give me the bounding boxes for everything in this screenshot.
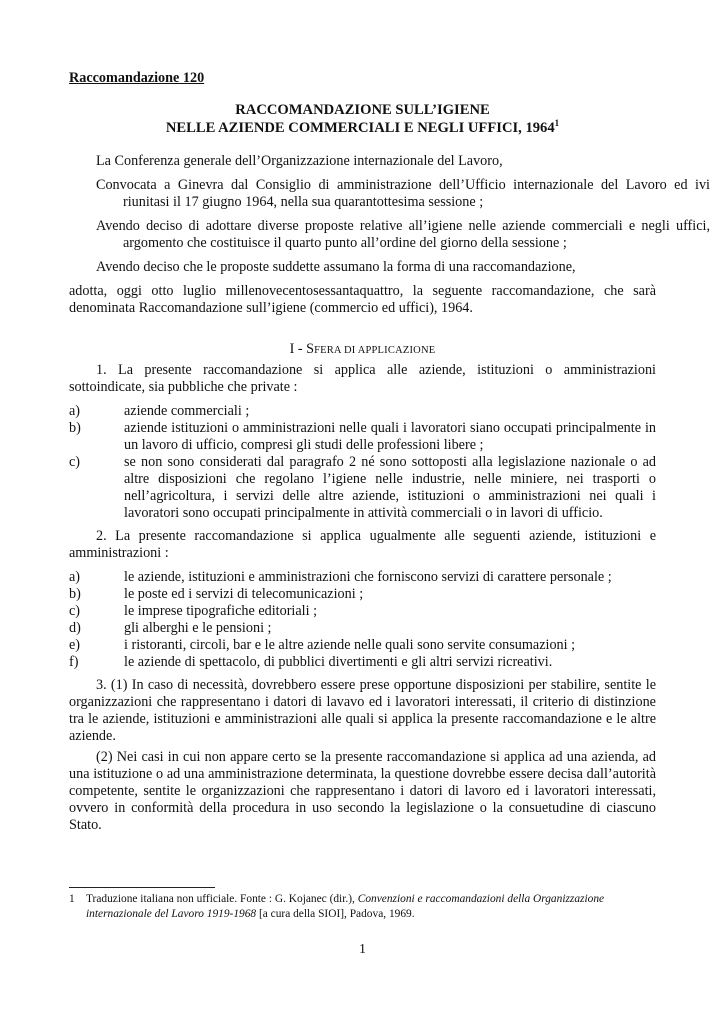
- list-item-letter: a): [69, 403, 81, 419]
- list-item: [69, 403, 656, 420]
- list-item-letter: c): [69, 603, 81, 619]
- list-2: [69, 569, 656, 671]
- list-item-text: le imprese tipografiche editoriali ;: [124, 603, 318, 619]
- list-item-letter: f): [69, 654, 79, 670]
- footnote-text-italic: Convenzioni e raccomandazioni della Organizzazione internazionale del Lavoro 1919-1968: [86, 893, 605, 920]
- list-item: [69, 637, 656, 654]
- list-item: [69, 569, 656, 586]
- paragraph-1: 1. La presente raccomandazione si applica alle aziende, istituzioni o amministrazioni sottoindicate, sia pubbliche che private :: [69, 362, 656, 395]
- section-heading-roman: I - S: [289, 341, 315, 357]
- footnote: [69, 892, 656, 922]
- footnote-text-a: Traduzione italiana non ufficiale. Fonte : G. Kojanec (dir.),: [86, 893, 358, 905]
- list-1: [69, 403, 656, 522]
- list-item: [69, 620, 656, 637]
- list-item-letter: a): [69, 569, 81, 585]
- preamble-conference: La Conferenza generale dell’Organizzazione internazionale del Lavoro,: [96, 153, 503, 169]
- title-line-1: RACCOMANDAZIONE SULL’IGIENE: [235, 102, 490, 118]
- page-number: 1: [359, 942, 366, 957]
- list-item-letter: b): [69, 586, 81, 602]
- list-item-text: aziende istituzioni o amministrazioni nelle quali i lavoratori siano occupati principalmente in un lavoro di ufficio, compresi gli studi delle professioni libere ;: [124, 420, 656, 453]
- paragraph-3-2: (2) Nei casi in cui non appare certo se la presente raccomandazione si applica ad una azienda, ad una istituzione o ad una amministrazione determinata, la questione dovrebbe essere decisa dall’autorità competente, sentite le organizzazioni che rappresentano i datori di lavoro ed i lavoratori interessati, ovvero in conformità della procedura in uso secondo la legislazione o la consuetudine di ciascuno Stato.: [69, 749, 656, 833]
- list-item-text: se non sono considerati dal paragrafo 2 né sono sottoposti alla legislazione nazionale o ad altre disposizioni che regolano l’igiene nelle industrie, nelle miniere, nei trasporti o nell’agricoltura, i servizi delle altre aziende, istituzioni o amministrazioni nei quali i lavoratori sono occupati principalmente in attività commerciali o in lavori di ufficio.: [124, 454, 656, 521]
- preamble-decided-proposals: Avendo deciso di adottare diverse proposte relative all’igiene nelle aziende commerciali e negli uffici, argomento che costituisce il quarto punto all’ordine del giorno della sessione ;: [96, 218, 710, 251]
- list-item-text: le aziende, istituzioni e amministrazioni che forniscono servizi di carattere personale ;: [124, 569, 612, 585]
- title-line-2-text: NELLE AZIENDE COMMERCIALI E NEGLI UFFICI, 1964: [165, 120, 555, 136]
- list-item: [69, 654, 656, 671]
- preamble-decided-form: Avendo deciso che le proposte suddette assumano la forma di una raccomandazione,: [96, 259, 576, 275]
- list-item-letter: c): [69, 454, 81, 470]
- list-item-text: gli alberghi e le pensioni ;: [124, 620, 272, 636]
- list-item-letter: e): [69, 637, 81, 653]
- list-item-letter: b): [69, 420, 81, 436]
- list-item-text: i ristoranti, circoli, bar e le altre aziende nelle quali sono servite consumazioni ;: [124, 637, 576, 653]
- list-item-text: le aziende di spettacolo, di pubblici divertimenti e gli altri servizi ricreativi.: [124, 654, 553, 670]
- recommendation-label: Raccomandazione 120: [69, 70, 205, 86]
- list-item: [69, 603, 656, 620]
- list-item-text: le poste ed i servizi di telecomunicazioni ;: [124, 586, 364, 602]
- section-heading-rest: FERA DI APPLICAZIONE: [314, 345, 436, 356]
- list-item: [69, 586, 656, 603]
- adoption-paragraph: adotta, oggi otto luglio millenovecentosessantaquattro, la seguente raccomandazione, che sarà denominata Raccomandazione sull’igiene (commercio ed uffici), 1964.: [69, 283, 656, 316]
- title-line-2: [69, 119, 656, 137]
- footnote-text: [69, 892, 656, 922]
- title-footnote-mark: 1: [554, 118, 560, 129]
- list-item-text: aziende commerciali ;: [124, 403, 250, 419]
- list-item: [69, 454, 656, 522]
- paragraph-3-1: 3. (1) In caso di necessità, dovrebbero essere prese opportune disposizioni per stabilire, sentite le organizzazioni che rappresentano i datori di lavavo ed i lavoratori interessati, il criterio di distinzione tra le aziende, istituzioni e amministrazioni alle quali si applica la presente raccomandazione e le altre aziende.: [69, 677, 656, 744]
- preamble-convened: Convocata a Ginevra dal Consiglio di amministrazione dell’Ufficio internazionale del Lavoro ed ivi riunitasi il 17 giugno 1964, nella sua quarantottesima sessione ;: [96, 177, 710, 210]
- footnote-text-b: [a cura della SIOI], Padova, 1969.: [256, 908, 415, 920]
- list-item-letter: d): [69, 620, 81, 636]
- document-title: [69, 101, 656, 137]
- paragraph-2: 2. La presente raccomandazione si applica ugualmente alle seguenti aziende, istituzioni e amministrazioni :: [69, 528, 656, 561]
- section-heading-scope: [69, 341, 656, 359]
- footnote-divider: [69, 887, 215, 888]
- footnote-number: 1: [69, 893, 75, 905]
- list-item: [69, 420, 656, 454]
